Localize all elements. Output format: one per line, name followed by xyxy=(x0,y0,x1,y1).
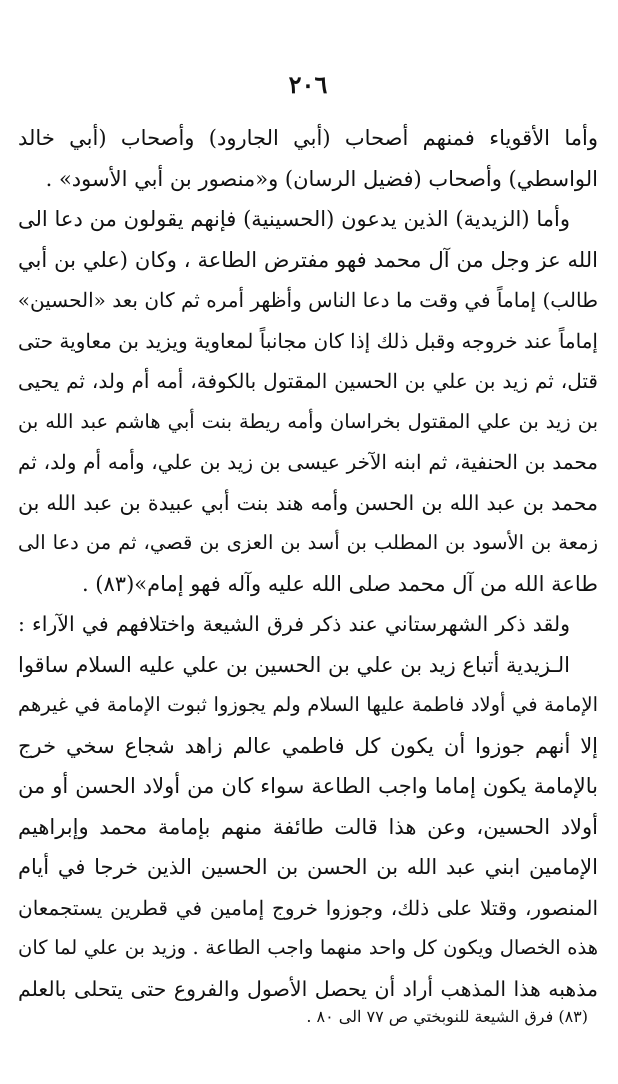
text-line-18: أولاد الحسين، وعن هذا قالت طائفة منهم بإمامة محمد وإبراهيم xyxy=(18,814,598,839)
text-line-12: طاعة الله من آل محمد صلى الله عليه وآله فهو إمام»(٨٣) . xyxy=(81,571,598,596)
text-line-10: محمد بن عبد الله بن الحسن وأمه هند بنت أبي عبيدة بن عبد الله بن xyxy=(18,490,598,515)
text-line-20: المنصور، وقتلا على ذلك، وجوزوا خروج إمامين في قطرين يستجمعان xyxy=(18,895,598,920)
footnote-section xyxy=(18,1002,598,1032)
text-line-8: بن زيد بن علي المقتول بخراسان وأمه ريطة بنت أبي هاشم عبد الله بن xyxy=(18,409,598,433)
text-line-11: زمعة بن الأسود بن المطلب بن أسد بن العزى بن قصي، ثم من دعا الى xyxy=(18,531,598,554)
text-line-17: بالإمامة يكون إماما واجب الطاعة سواء كان من أولاد الحسن أو من xyxy=(18,774,598,798)
footnote: (٨٣) فرق الشيعة للنوبختي ص ٧٧ الى ٨٠ . xyxy=(306,1007,588,1026)
text-line-5: طالب) إماماً في وقت ما دعا الناس وأظهر أمره ثم كان بعد «الحسين» xyxy=(18,288,598,312)
text-line-2: الواسطي) وأصحاب (فضيل الرسان) و«منصور بن أبي الأسود» . xyxy=(45,166,598,191)
text-line-6: إماماً عند خروجه وقبل ذلك إذا كان مجانباً لمعاوية ويزيد بن معاوية حتى xyxy=(18,328,598,353)
text-line-1: وأما الأقوياء فمنهم أصحاب (أبي الجارود) وأصحاب (أبي خالد xyxy=(18,126,598,150)
text-line-16: إلا أنهم جوزوا أن يكون كل فاطمي عالم زاهد شجاع سخي خرج xyxy=(18,733,598,758)
text-line-19: الإمامين ابني عبد الله بن الحسن بن الحسين الذين خرجا في أيام xyxy=(18,855,598,879)
body-text xyxy=(18,118,598,1009)
text-line-4: الله عز وجل من آل محمد فهو مفترض الطاعة ، وكان (علي بن أبي xyxy=(18,247,598,272)
text-line-15: الإمامة في أولاد فاطمة عليها السلام ولم يجوزوا ثبوت الإمامة في غيرهم xyxy=(18,693,598,716)
text-line-22: مذهبه هذا المذهب أراد أن يحصل الأصول والفروع حتى يتحلى بالعلم xyxy=(18,976,598,1001)
text-line-7: قتل، ثم زيد بن علي بن الحسين المقتول بالكوفة، أمه أم ولد، ثم يحيى xyxy=(18,369,598,393)
text-line-9: محمد بن الحنفية، ثم ابنه الآخر عيسى بن زيد بن علي، وأمه أم ولد، ثم xyxy=(18,450,598,474)
text-line-14: الـزيدية أتباع زيد بن علي بن الحسين بن علي عليه السلام ساقوا xyxy=(18,652,570,677)
text-line-3: وأما (الزيدية) الذين يدعون (الحسينية) فإنهم يقولون من دعا الى xyxy=(18,207,570,231)
text-line-13: ولقد ذكر الشهرستاني عند ذكر فرق الشيعة واختلافهم في الآراء : xyxy=(18,612,570,636)
document-page xyxy=(18,0,598,1084)
text-line-21: هذه الخصال ويكون كل واحد منهما واجب الطاعة . وزيد بن علي لما كان xyxy=(18,936,598,959)
page-number: ٢٠٦ xyxy=(288,70,328,99)
